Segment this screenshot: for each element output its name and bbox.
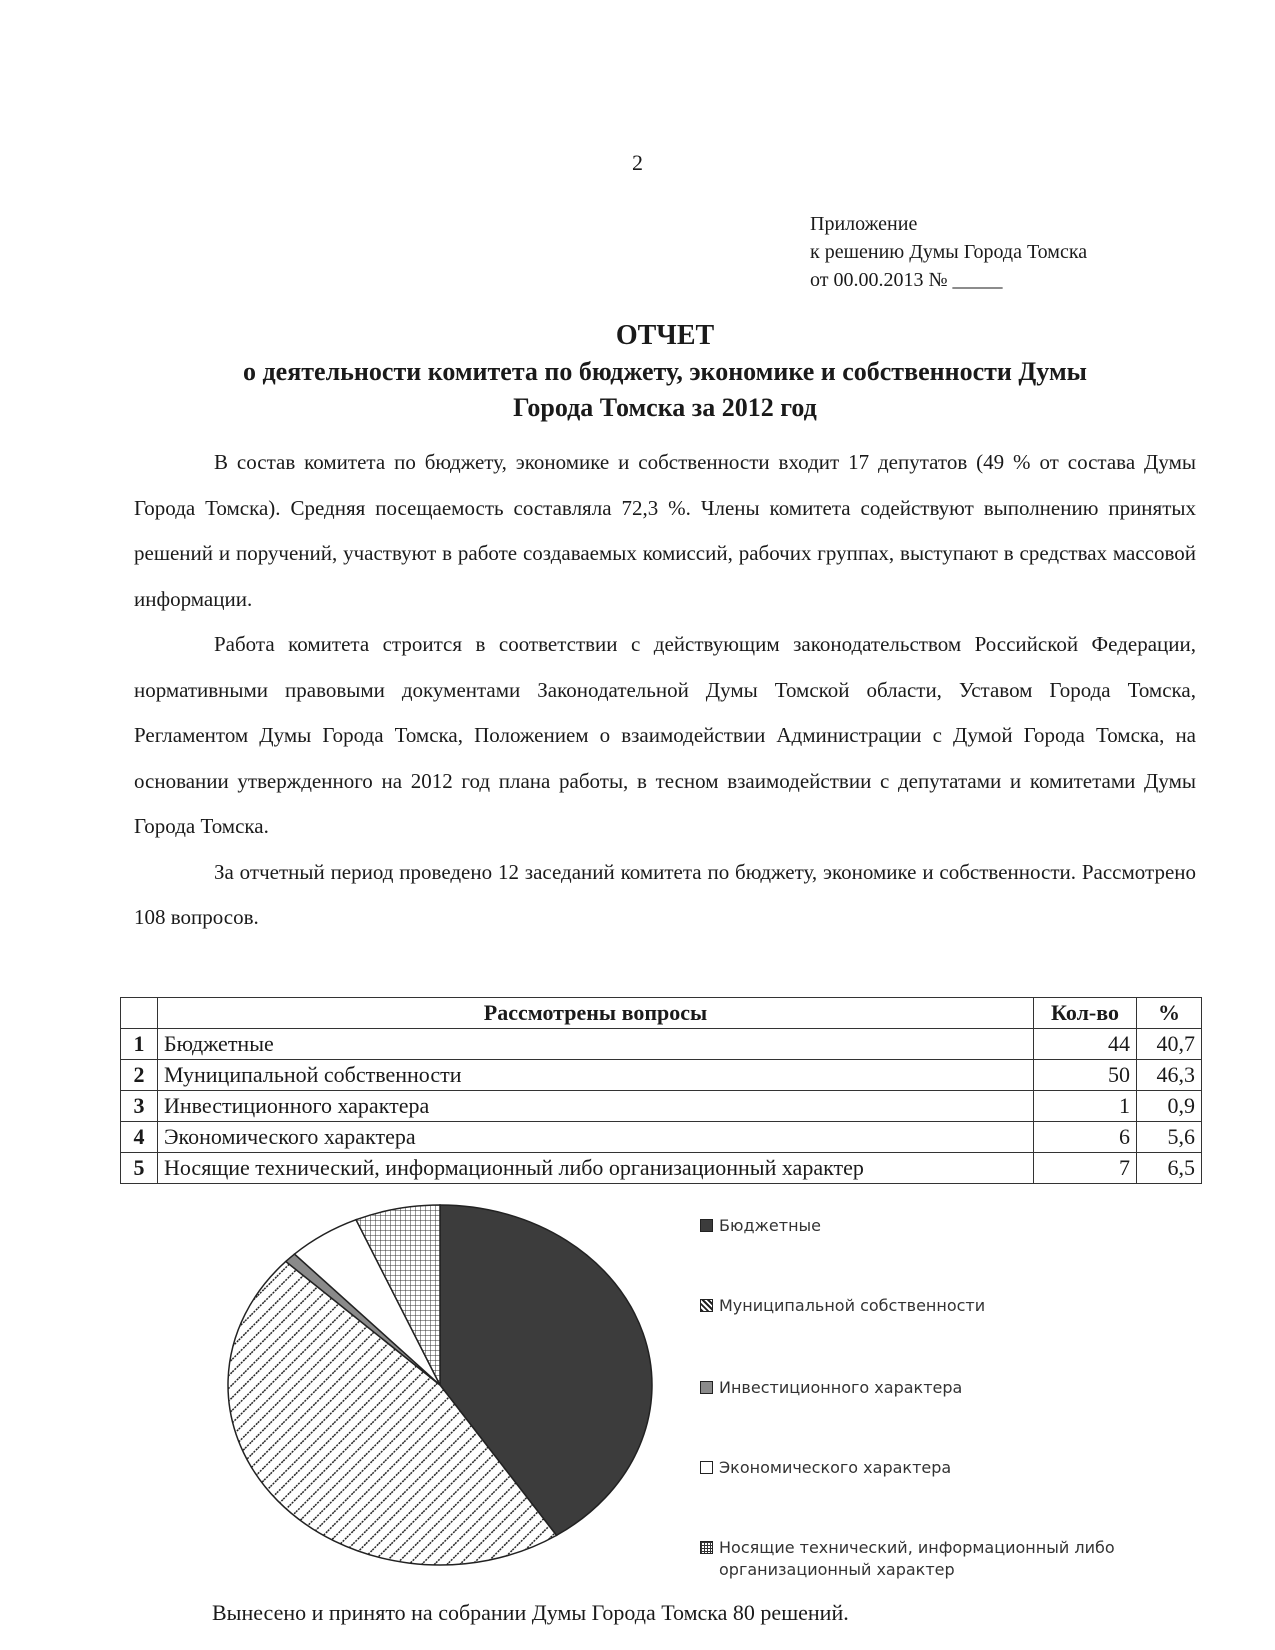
row-percent: 40,7 — [1137, 1029, 1202, 1060]
title-main: ОТЧЕТ — [615, 320, 715, 351]
page-number: 2 — [632, 150, 643, 175]
legend-item-investment — [700, 1377, 962, 1399]
header-issues: Рассмотрены вопросы — [158, 998, 1034, 1029]
row-percent: 46,3 — [1137, 1060, 1202, 1091]
title-sub-line-1: о деятельности комитета по бюджету, экономике и собственности Думы — [243, 357, 1087, 386]
issues-table — [120, 997, 1202, 1184]
table-row — [121, 1060, 1202, 1091]
legend-label: Экономического характера — [719, 1458, 952, 1477]
appendix-line-1: Приложение — [810, 213, 918, 235]
paragraph-meetings: За отчетный период проведено 12 заседаний комитета по бюджету, экономике и собственности. Рассмотрено 108 вопросов. — [134, 859, 1196, 929]
row-label: Экономического характера — [158, 1122, 1034, 1153]
legend-label: Муниципальной собственности — [719, 1296, 986, 1315]
row-count: 7 — [1034, 1153, 1137, 1184]
row-percent: 6,5 — [1137, 1153, 1202, 1184]
legend-label: Инвестиционного характера — [719, 1378, 963, 1397]
table-row — [121, 1122, 1202, 1153]
header-percent: % — [1137, 998, 1202, 1029]
paragraph-legal-basis: Работа комитета строится в соответствии с действующим законодательством Российской Федерации, нормативными правовыми документами Законодательной Думы Томской области, Уставом Города Томска, Регламентом Думы Города Томска, Положением о взаимодействии Администрации с Думой Города Томска, на основании утвержденного на 2012 год плана работы, в тесном взаимодействии с депутатами и комитетами Думы Города Томска. — [134, 632, 1196, 838]
row-num: 4 — [121, 1122, 158, 1153]
row-label: Инвестиционного характера — [158, 1091, 1034, 1122]
header-count: Кол-во — [1034, 998, 1137, 1029]
table-row — [121, 1029, 1202, 1060]
row-percent: 5,6 — [1137, 1122, 1202, 1153]
row-label: Муниципальной собственности — [158, 1060, 1034, 1091]
legend-item-budget — [700, 1215, 821, 1237]
title-sub-line-2: Города Томска за 2012 год — [513, 393, 817, 422]
table-row — [121, 1153, 1202, 1184]
legend-swatch-municipal-property — [700, 1299, 713, 1312]
legend-item-technical — [700, 1537, 1170, 1581]
row-count: 44 — [1034, 1029, 1137, 1060]
row-percent: 0,9 — [1137, 1091, 1202, 1122]
row-label: Бюджетные — [158, 1029, 1034, 1060]
pie-chart-svg — [225, 1200, 665, 1570]
legend-swatch-investment — [700, 1381, 713, 1394]
row-count: 1 — [1034, 1091, 1137, 1122]
row-num: 2 — [121, 1060, 158, 1091]
header-num — [121, 998, 158, 1029]
row-count: 6 — [1034, 1122, 1137, 1153]
legend-swatch-economic — [700, 1461, 713, 1474]
closing-sentence: Вынесено и принято на собрании Думы Города Томска 80 решений. — [212, 1600, 849, 1625]
appendix-line-3: от 00.00.2013 № _____ — [810, 269, 1003, 291]
table-row — [121, 1091, 1202, 1122]
row-num: 1 — [121, 1029, 158, 1060]
legend-label: Бюджетные — [719, 1216, 822, 1235]
paragraph-composition: В состав комитета по бюджету, экономике и собственности входит 17 депутатов (49 % от состава Думы Города Томска). Средняя посещаемость составляла 72,3 %. Члены комитета содействуют выполнению принятых решений и поручений, участвуют в работе создаваемых комиссий, рабочих группах, выступают в средствах массовой информации. — [134, 450, 1196, 611]
row-num: 3 — [121, 1091, 158, 1122]
report-title — [130, 318, 1200, 426]
row-count: 50 — [1034, 1060, 1137, 1091]
pie-chart — [0, 1200, 1275, 1579]
table-header-row — [121, 998, 1202, 1029]
appendix-block — [810, 210, 1087, 294]
body-text — [134, 440, 1196, 941]
legend-item-economic — [700, 1457, 951, 1479]
legend-label: Носящие технический, информационный либо организационный характер — [719, 1538, 1115, 1579]
legend-swatch-budget — [700, 1219, 713, 1232]
legend-swatch-technical — [700, 1541, 713, 1554]
appendix-line-2: к решению Думы Города Томска — [810, 241, 1088, 263]
legend-item-municipal-property — [700, 1295, 985, 1317]
row-label: Носящие технический, информационный либо организационный характер — [158, 1153, 1034, 1184]
row-num: 5 — [121, 1153, 158, 1184]
